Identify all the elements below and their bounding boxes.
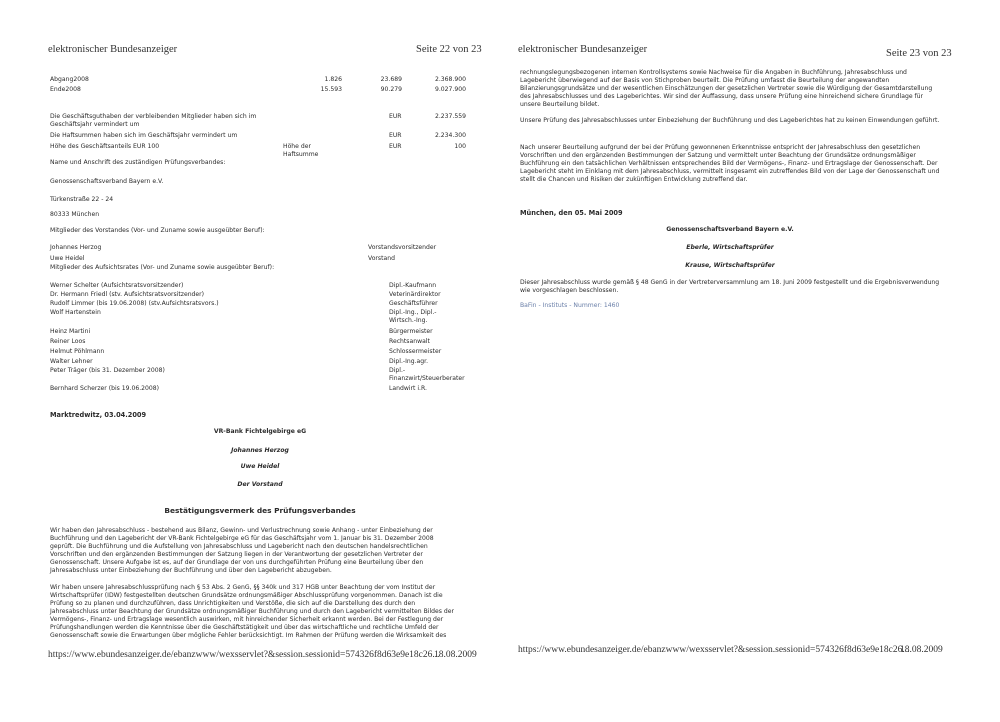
aufsicht-role: Wirtsch.-Ing. — [389, 317, 428, 324]
vorstand-role: Vorstandsvorsitzender — [368, 244, 437, 251]
members-label: Ende2008 — [50, 86, 81, 93]
place-date: München, den 05. Mai 2009 — [520, 209, 623, 217]
members-value: 2.368.900 — [434, 76, 466, 83]
aufsicht-name: Peter Träger (bis 31. Dezember 2008) — [50, 367, 165, 374]
header-title: elektronischer Bundesanzeiger — [48, 44, 178, 55]
header-title: elektronischer Bundesanzeiger — [518, 44, 648, 55]
place-date: Marktredwitz, 03.04.2009 — [50, 411, 147, 419]
aufsicht-name: Dr. Hermann Friedl (stv. Aufsichtsratsvorsitzender) — [50, 291, 205, 298]
aufsicht-role: Dipl.-Ing.agr. — [389, 358, 429, 365]
haft-label: Haftsumme — [283, 151, 319, 158]
currency: EUR — [389, 113, 402, 120]
credit-text: Geschäftsjahr vermindert um — [50, 121, 140, 128]
vermerk-paragraph: Unsere Prüfung des Jahresabschlusses unter Einbeziehung der Buchführung und des Lageberichtes hat zu keinen Einwendungen geführt. — [520, 117, 940, 124]
currency: EUR — [389, 132, 402, 139]
aufsicht-heading: Mitglieder des Aufsichtsrates (Vor- und Zuname sowie ausgeübter Beruf): — [50, 264, 275, 271]
credit-text: Die Haftsummen haben sich im Geschäftsjahr vermindert um — [50, 132, 238, 139]
haft-label: Höhe der — [283, 143, 311, 150]
credit-value: 2.234.300 — [434, 132, 466, 139]
credit-text: Die Geschäftsguthaben der verbleibenden Mitglieder haben sich im — [50, 113, 257, 120]
aufsicht-name: Rudolf Limmer (bis 19.06.2008) (stv.Aufsichtsratsvors.) — [50, 300, 219, 307]
verband-city: 80333 München — [50, 211, 100, 218]
aufsicht-role: Dipl.-Kaufmann — [389, 282, 437, 289]
footer-date: 18.08.2009 — [900, 645, 943, 655]
bafin-number: BaFin - Instituts - Nummer: 1460 — [520, 302, 620, 309]
aufsicht-role: Dipl.-Ing., Dipl.- — [389, 309, 437, 316]
feststellung-paragraph: Dieser Jahresabschluss wurde gemäß § 48 GenG in der Vertreterversammlung am 18. Juni 2009 festgestellt und die Ergebnisverwendung wie vorgeschlagen beschlossen. — [520, 279, 940, 294]
aufsicht-role: Dipl.- — [389, 367, 406, 374]
verband-name: Genossenschaftsverband Bayern e.V. — [50, 178, 164, 185]
vermerk-title: Bestätigungsvermerk des Prüfungsverbandes — [164, 506, 356, 515]
signature-name: Krause, Wirtschaftsprüfer — [685, 262, 775, 269]
vermerk-paragraph: rechnungslegungsbezogenen internen Kontrollsystems sowie Nachweise für die Angaben in Buchführung, Jahresabschluss und Lagebericht überwiegend auf der Basis von Stichproben beurteilt. Die Prüfung umfasst die Beurteilung der angewandten Bilanzierungsgrundsätze und der wesentlichen Einschätzungen der gesetzlichen Vertreter sowie die Würdigung der Gesamtdarstellung des Jahresabschlusses und des Lageberichtes. Wir sind der Auffassung, dass unsere Prüfung eine hinreichend sichere Grundlage für unsere Beurteilung bildet. — [520, 69, 933, 108]
members-label: Abgang2008 — [50, 76, 89, 83]
bank-name: VR-Bank Fichtelgebirge eG — [213, 428, 307, 435]
page-23 — [500, 0, 1000, 722]
members-value: 90.279 — [380, 86, 402, 93]
members-value: 23.689 — [380, 76, 402, 83]
aufsicht-role: Finanzwirt/Steuerberater — [389, 375, 465, 382]
page-number: Seite 22 von 23 — [416, 44, 482, 55]
credit-value: 2.237.559 — [434, 113, 466, 120]
vorstand-name: Uwe Heidel — [50, 255, 85, 262]
footer-date: 18.08.2009 — [434, 650, 477, 660]
aufsicht-name: Heinz Martini — [50, 328, 91, 335]
verband-name: Genossenschaftsverband Bayern e.V. — [666, 226, 794, 233]
aufsicht-role: Landwirt i.R. — [389, 385, 427, 392]
signature-name: Eberle, Wirtschaftsprüfer — [686, 244, 774, 251]
members-value: 15.593 — [320, 86, 342, 93]
footer-url: https://www.ebundesanzeiger.de/ebanzwww/wexsservlet?&session.sessionid=574326f8d63e9e18c26... — [48, 650, 440, 660]
aufsicht-role: Rechtsanwalt — [389, 338, 430, 345]
page-number: Seite 23 von 23 — [886, 48, 952, 59]
vermerk-paragraph: Nach unserer Beurteilung aufgrund der bei der Prüfung gewonnenen Erkenntnisse entspricht der Jahresabschluss den gesetzlichen Vorschriften und den ergänzenden Bestimmungen der Satzung und vermittelt unter Beachtung der Grundsätze ordnungsmäßiger Buchführung ein den tatsächlichen Verhältnissen entsprechendes Bild der Vermögens-, Finanz- und Ertragslage der Genossenschaft. Der Lagebericht steht im Einklang mit dem Jahresabschluss, vermittelt insgesamt ein zutreffendes Bild von der Lage der Genossenschaft und stellt die Chancen und Risiken der zukünftigen Entwicklung zutreffend dar. — [520, 144, 940, 183]
credit-value: 100 — [454, 143, 466, 150]
aufsicht-role: Geschäftsführer — [389, 300, 438, 307]
aufsicht-name: Walter Lehner — [50, 358, 93, 365]
aufsicht-name: Helmut Pöhlmann — [50, 348, 105, 355]
signature-name: Johannes Herzog — [231, 447, 289, 454]
footer-url: https://www.ebundesanzeiger.de/ebanzwww/wexsservlet?&session.sessionid=574326f8d63e9e18c26... — [518, 645, 910, 655]
aufsicht-role: Schlossermeister — [389, 348, 442, 355]
vorstand-role: Vorstand — [368, 255, 395, 262]
signature-role: Der Vorstand — [237, 481, 283, 488]
verband-street: Türkenstraße 22 - 24 — [50, 196, 114, 203]
vermerk-paragraph: Wir haben den Jahresabschluss - bestehend aus Bilanz, Gewinn- und Verlustrechnung sowie Anhang - unter Einbeziehung der Buchführung und den Lagebericht der VR-Bank Fichtelgebirge eG für das Geschäftsjahr vom 1. Januar bis 31. Dezember 2008 geprüft. Die Buchführung und die Aufstellung von Jahresabschluss und Lagebericht nach den deutschen handelsrechtlichen Vorschriften und den ergänzenden Bestimmungen der Satzung liegen in der Verantwortung der gesetzlichen Vertreter der Genossenschaft. Unsere Aufgabe ist es, auf der Grundlage der von uns durchgeführten Prüfung eine Beurteilung über den Jahresabschluss unter Einbeziehung der Buchführung und über den Lagebericht abzugeben. — [50, 527, 434, 574]
vorstand-name: Johannes Herzog — [50, 244, 102, 251]
vorstand-heading: Mitglieder des Vorstandes (Vor- und Zuname sowie ausgeübter Beruf): — [50, 227, 265, 234]
vermerk-paragraph: Wir haben unsere Jahresabschlussprüfung nach § 53 Abs. 2 GenG, §§ 340k und 317 HGB unter Beachtung der vom Institut der Wirtschaftsprüfer (IDW) festgestellten deutschen Grundsätze ordnungsmäßiger Abschlussprüfung vorgenommen. Danach ist die Prüfung so zu planen und durchzuführen, dass Unrichtigkeiten und Verstöße, die sich auf die Darstellung des durch den Jahresabschluss unter Beachtung der Grundsätze ordnungsmäßiger Buchführung und durch den Lagebericht vermittelten Bildes der Vermögens-, Finanz- und Ertragslage wesentlich auswirken, mit hinreichender Sicherheit erkannt werden. Bei der Festlegung der Prüfungshandlungen werden die Kenntnisse über die Geschäftstätigkeit und über das wirtschaftliche und rechtliche Umfeld der Genossenschaft sowie die Erwartungen über mögliche Fehler berücksichtigt. Im Rahmen der Prüfung werden die Wirksamkeit des — [50, 584, 454, 639]
aufsicht-role: Veterinärdirektor — [389, 291, 441, 298]
signature-name: Uwe Heidel — [240, 463, 280, 470]
verband-heading: Name und Anschrift des zuständigen Prüfungsverbandes: — [50, 159, 226, 166]
members-value: 1.826 — [324, 76, 342, 83]
aufsicht-name: Bernhard Scherzer (bis 19.06.2008) — [50, 385, 160, 392]
aufsicht-name: Werner Schelter (Aufsichtsratsvorsitzender) — [50, 282, 184, 289]
currency: EUR — [389, 143, 402, 150]
aufsicht-name: Wolf Hartenstein — [50, 309, 101, 316]
credit-text: Höhe des Geschäftsanteils EUR 100 — [50, 143, 160, 150]
members-value: 9.027.900 — [434, 86, 466, 93]
aufsicht-role: Bürgermeister — [389, 328, 433, 335]
aufsicht-name: Reiner Loos — [50, 338, 86, 345]
